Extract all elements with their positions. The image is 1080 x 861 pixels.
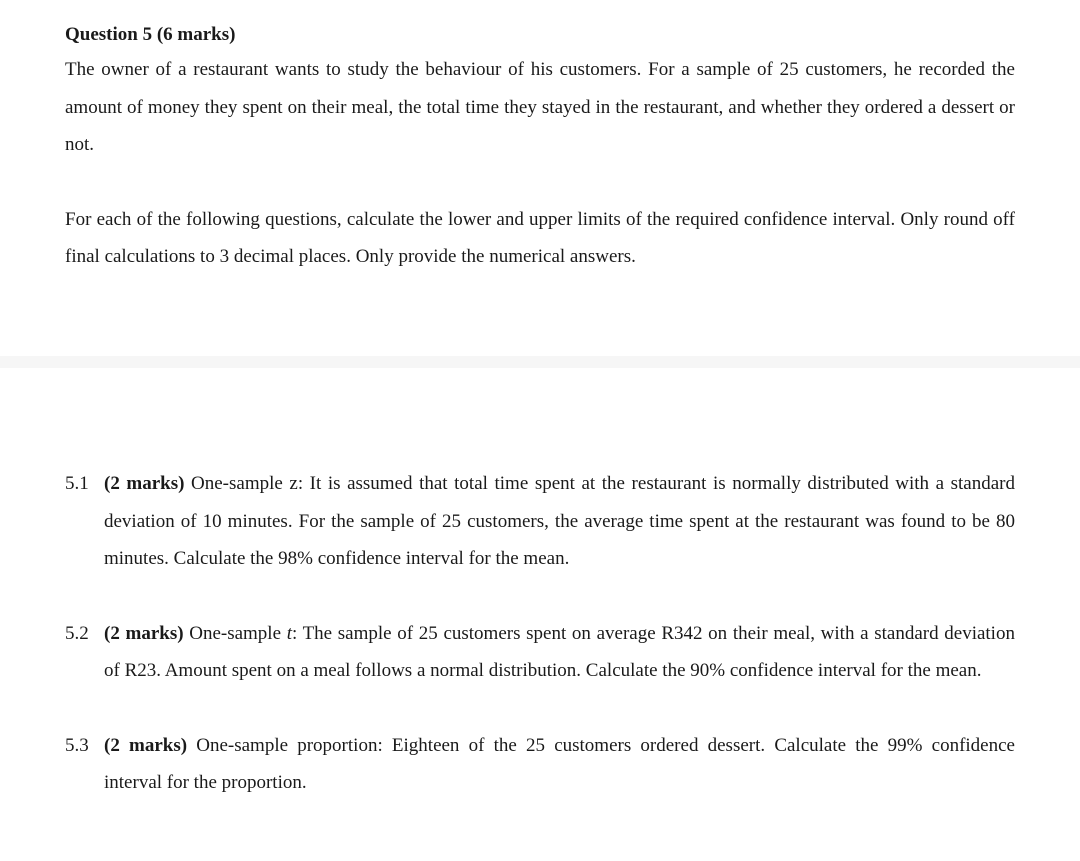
subquestion-text: : The sample of 25 customers spent on average R342 on their meal, with a standard deviation of R23. Amount spent on a meal follows a normal distribution. Calculate the 90% confidence interval for the mean. [104, 622, 1015, 681]
subquestion-list [65, 465, 1015, 802]
subquestion-5-1 [65, 465, 1015, 578]
page-divider [0, 356, 1080, 368]
subquestion-prefix: One-sample [183, 622, 287, 644]
subquestion-body [104, 727, 1015, 802]
subquestion-marks: (2 marks) [104, 473, 185, 494]
subquestion-number: 5.2 [65, 622, 89, 644]
subquestion-prefix: One-sample z: [184, 473, 310, 494]
subquestion-prefix: One-sample proportion: [187, 734, 392, 756]
subquestion-5-3 [65, 727, 1015, 802]
subquestion-body [104, 465, 1015, 578]
subquestion-marks: (2 marks) [104, 622, 184, 644]
subquestion-number: 5.1 [65, 473, 89, 494]
question-instructions: For each of the following questions, calculate the lower and upper limits of the required confidence interval. Only round off final calculations to 3 decimal places. Only provide the numerical answers. [65, 208, 1015, 267]
question-title: Question 5 (6 marks) [65, 24, 236, 45]
question-header-section [65, 20, 1015, 276]
subquestion-italic-term: t [286, 622, 292, 644]
subquestion-5-2 [65, 615, 1015, 690]
subquestion-text: Eighteen of the 25 customers ordered dessert. Calculate the 99% confidence interval for the proportion. [104, 734, 1015, 793]
subquestion-marks: (2 marks) [104, 734, 188, 756]
subquestion-body [104, 615, 1015, 690]
question-intro: The owner of a restaurant wants to study the behaviour of his customers. For a sample of 25 customers, he recorded the amount of money they spent on their meal, the total time they stayed in the restaurant, and whether they ordered a dessert or not. [65, 59, 1015, 155]
subquestion-number: 5.3 [65, 734, 89, 756]
subquestion-text: It is assumed that total time spent at the restaurant is normally distributed with a standard deviation of 10 minutes. For the sample of 25 customers, the average time spent at the restaurant was found to be 80 minutes. Calculate the 98% confidence interval for the mean. [104, 473, 1015, 569]
